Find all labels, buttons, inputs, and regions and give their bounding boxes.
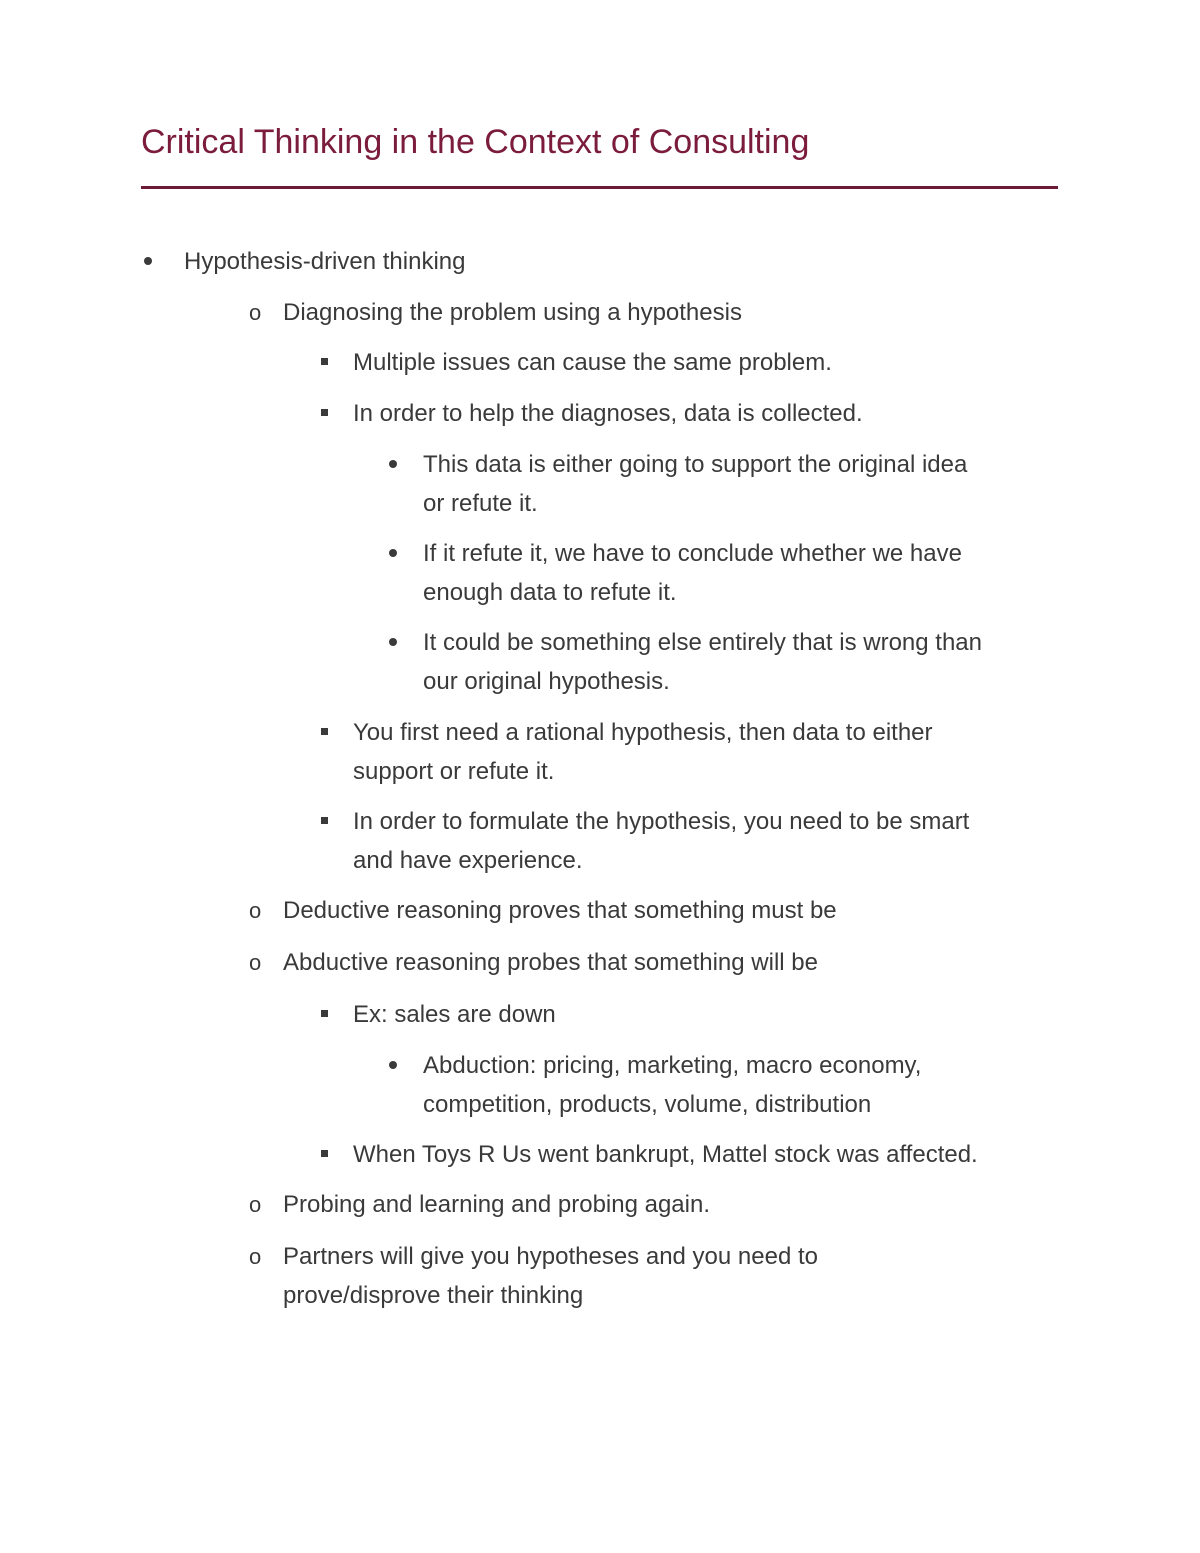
bullet-dot-icon xyxy=(389,549,397,557)
list-item-text: and have experience. xyxy=(353,847,583,874)
list-item-text: Hypothesis-driven thinking xyxy=(184,248,466,275)
list-item-text: prove/disprove their thinking xyxy=(283,1282,584,1309)
list-item-text: support or refute it. xyxy=(353,758,555,785)
list-item-text: competition, products, volume, distribution xyxy=(423,1091,872,1118)
list-item-level2 xyxy=(283,293,742,332)
list-item-level3 xyxy=(353,802,969,880)
list-item-text: Partners will give you hypotheses and you need to xyxy=(283,1243,818,1270)
bullet-dot-icon xyxy=(389,638,397,646)
list-item-text: Diagnosing the problem using a hypothesis xyxy=(283,299,742,326)
list-item-level3 xyxy=(353,995,556,1034)
title-underline-rule xyxy=(141,186,1058,189)
bullet-o-icon: o xyxy=(249,1244,262,1269)
list-item-level3 xyxy=(353,394,863,433)
bullet-dot-icon xyxy=(389,1061,397,1069)
list-item-level2 xyxy=(283,943,818,982)
bullet-square-icon xyxy=(321,728,328,735)
list-item-level4 xyxy=(423,445,967,523)
list-item-level3 xyxy=(353,343,832,382)
list-item-level4 xyxy=(423,534,962,612)
list-item-text: You first need a rational hypothesis, then data to either xyxy=(353,719,933,746)
bullet-dot-icon xyxy=(144,257,152,265)
list-item-text: It could be something else entirely that is wrong than xyxy=(423,629,982,656)
bullet-dot-icon xyxy=(389,460,397,468)
list-item-level3 xyxy=(353,713,933,791)
list-item-text: If it refute it, we have to conclude whether we have xyxy=(423,540,962,567)
bullet-o-icon: o xyxy=(249,898,262,923)
list-item-level2 xyxy=(283,1185,710,1224)
list-item-text: Abduction: pricing, marketing, macro economy, xyxy=(423,1052,922,1079)
list-item-text: Probing and learning and probing again. xyxy=(283,1191,710,1218)
bullet-square-icon xyxy=(321,817,328,824)
bullet-o-icon: o xyxy=(249,300,262,325)
bullet-square-icon xyxy=(321,1150,328,1157)
list-item-text: Ex: sales are down xyxy=(353,1001,556,1028)
document-title: Critical Thinking in the Context of Consulting xyxy=(141,123,810,161)
list-item-level4 xyxy=(423,623,982,701)
list-item-text: Deductive reasoning proves that something must be xyxy=(283,897,837,924)
list-item-text: our original hypothesis. xyxy=(423,668,670,695)
list-item-level3 xyxy=(353,1135,978,1174)
bullet-o-icon: o xyxy=(249,1192,262,1217)
list-item-level1 xyxy=(184,242,465,281)
bullet-square-icon xyxy=(321,1010,328,1017)
list-item-text: Multiple issues can cause the same problem. xyxy=(353,349,832,376)
list-item-text: When Toys R Us went bankrupt, Mattel stock was affected. xyxy=(353,1141,978,1168)
list-item-level2 xyxy=(283,1237,818,1315)
list-item-text: In order to help the diagnoses, data is collected. xyxy=(353,400,863,427)
list-item-text: Abductive reasoning probes that something will be xyxy=(283,949,818,976)
list-item-level4 xyxy=(423,1046,921,1124)
list-item-text: This data is either going to support the original idea xyxy=(423,451,968,478)
bullet-o-icon: o xyxy=(249,950,262,975)
bullet-square-icon xyxy=(321,409,328,416)
bullet-square-icon xyxy=(321,358,328,365)
list-item-text: In order to formulate the hypothesis, you need to be smart xyxy=(353,808,970,835)
list-item-level2 xyxy=(283,891,837,930)
list-item-text: or refute it. xyxy=(423,490,538,517)
list-item-text: enough data to refute it. xyxy=(423,579,677,606)
